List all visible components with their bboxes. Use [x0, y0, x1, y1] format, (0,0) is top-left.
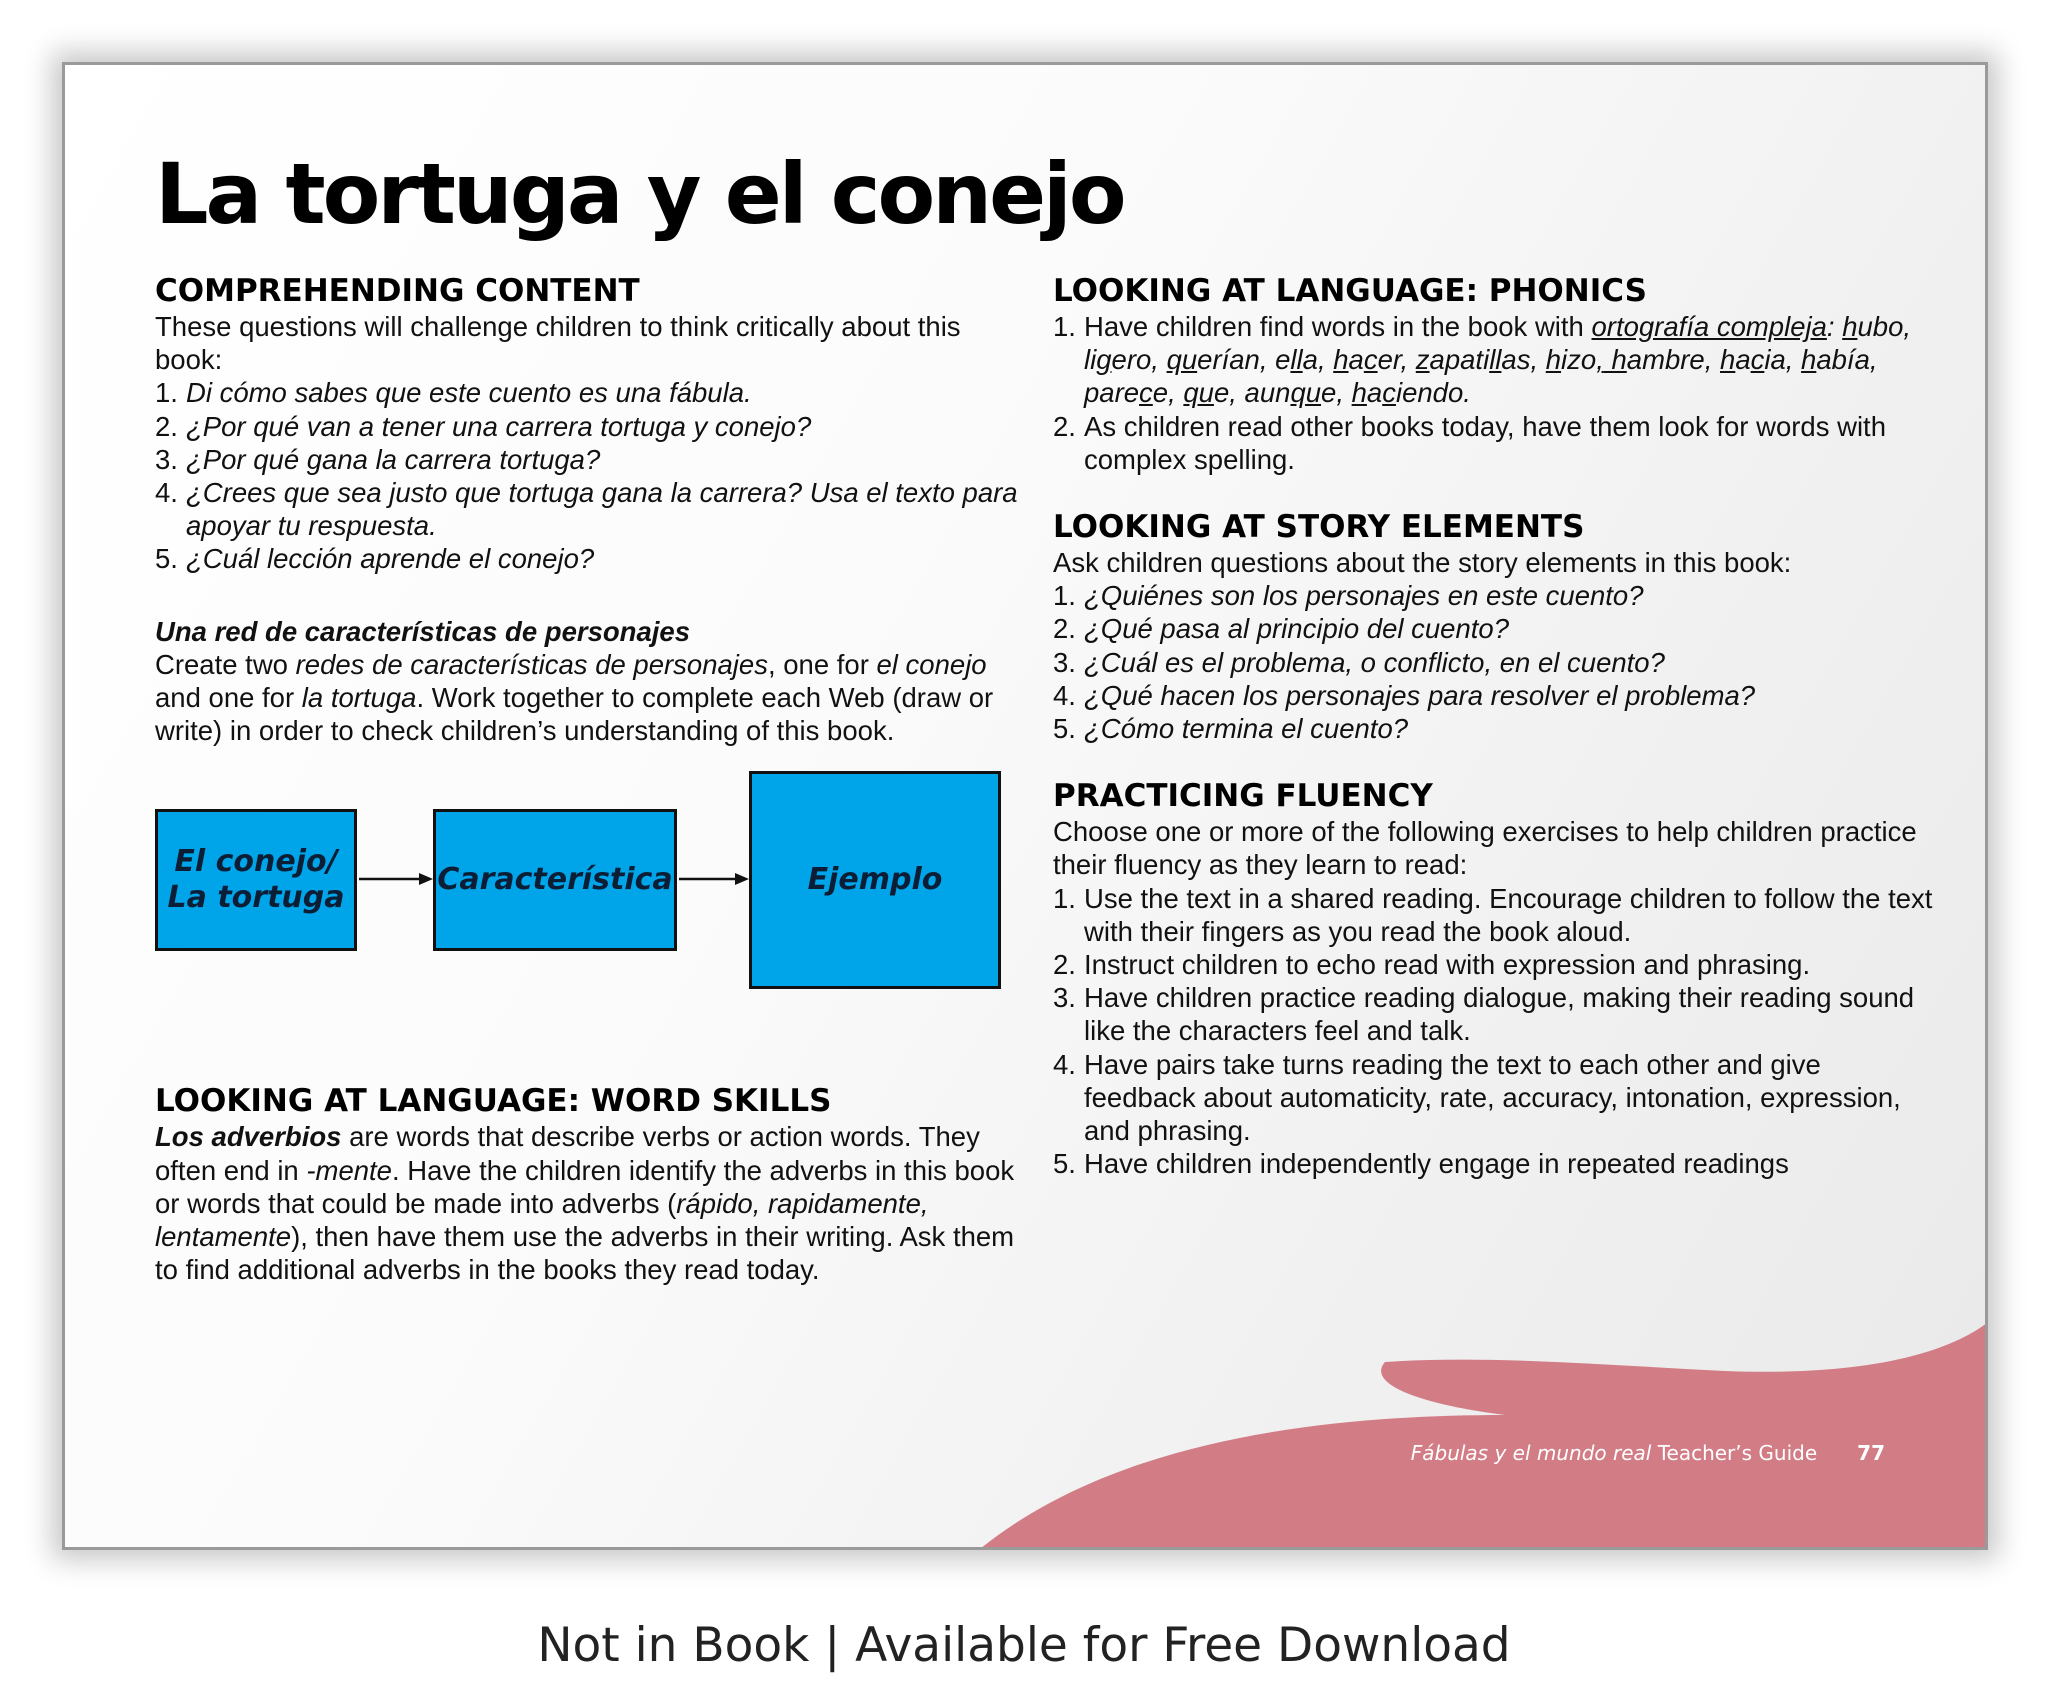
comprehending-intro: These questions will challenge children to think critically about this book:	[155, 311, 961, 376]
word-skills-section	[155, 1083, 1035, 1286]
list-item: 2. As children read other books today, have them look for words with complex spelling.	[1053, 410, 1886, 475]
right-column	[1053, 273, 1933, 1180]
comprehension-questions	[155, 376, 1035, 575]
box-characteristic: Característica	[433, 809, 677, 951]
list-item: 1. Have children find words in the book with ortografía compleja: hubo, ligero, querían, ella, hacer, zapatillas, hizo, hambre, hacia, había, parece, que, aunque, haciendo.	[1053, 311, 1912, 409]
story-questions	[1053, 579, 1933, 745]
list-item: 1. Di cómo sabes que este cuento es una fábula.	[155, 377, 752, 409]
character-web-section	[155, 615, 1035, 1002]
phonics-list	[1053, 310, 1933, 476]
list-item: 2. ¿Por qué van a tener una carrera tortuga y conejo?	[155, 410, 812, 442]
list-item: 1. ¿Quiénes son los personajes en este cuento?	[1053, 580, 1644, 612]
list-item: 4. ¿Crees que sea justo que tortuga gana la carrera? Usa el texto para apoyar tu respuesta.	[155, 477, 1018, 542]
list-item: 1. Use the text in a shared reading. Encourage children to follow the text with their fingers as you read the book aloud.	[1053, 882, 1933, 947]
character-web-heading: Una red de características de personajes	[155, 615, 690, 647]
guide-label: Teacher’s Guide	[1651, 1441, 1818, 1465]
download-caption: Not in Book | Available for Free Download	[537, 1618, 1511, 1673]
phonics-section	[1053, 273, 1933, 476]
word-skills-text: Los adverbios are words that describe verbs or action words. They often end in -mente. Have the children identify the adverbs in this book or words that could be made into adverbs (rápido, rapidamente, lentamente), then have them use the adverbs in their writing. Ask them to find additional adverbs in the books they read today.	[155, 1121, 1015, 1286]
list-item: 3. Have children practice reading dialogue, making their reading sound like the characters feel and talk.	[1053, 982, 1915, 1047]
arrow-right-icon	[357, 873, 433, 885]
fluency-section	[1053, 778, 1933, 1180]
guide-page	[62, 62, 1988, 1550]
word-skills-heading: LOOKING AT LANGUAGE: WORD SKILLS	[155, 1083, 832, 1120]
list-item: 5. ¿Cuál lección aprende el conejo?	[155, 543, 595, 575]
arrow-right-icon	[677, 873, 749, 885]
list-item: 4. Have pairs take turns reading the text to each other and give feedback about automaticity, rate, accuracy, intonation, expression, and phrasing.	[1053, 1048, 1901, 1147]
character-web-diagram	[155, 771, 1035, 1001]
list-item: 4. ¿Qué hacen los personajes para resolver el problema?	[1053, 679, 1756, 711]
box-example: Ejemplo	[749, 771, 1001, 989]
character-web-text: Create two redes de características de personajes, one for el conejo and one for la tortuga. Work together to complete each Web (draw or write) in order to check children’s understanding of this book.	[155, 648, 994, 747]
list-item: 5. Have children independently engage in repeated readings	[1053, 1148, 1789, 1180]
wave-shape	[975, 1320, 1988, 1550]
fluency-intro: Choose one or more of the following exercises to help children practice their fluency as they learn to read:	[1053, 816, 1917, 881]
book-title: Fábulas y el mundo real	[1410, 1441, 1652, 1465]
box-character: El conejo/ La tortuga	[155, 809, 357, 951]
list-item: 5. ¿Cómo termina el cuento?	[1053, 713, 1409, 745]
page-title: La tortuga y el conejo	[155, 145, 1124, 243]
story-elements-heading: LOOKING AT STORY ELEMENTS	[1053, 509, 1585, 546]
complex-spelling-words: hubo, ligero, querían, ella, hacer, zapatillas, hizo, hambre, hacia, había, parece, que, aunque, haciendo.	[1084, 311, 1912, 409]
page-number: 77	[1857, 1441, 1885, 1465]
fluency-list	[1053, 882, 1933, 1181]
page-footer	[1411, 1441, 1885, 1465]
list-item: 3. ¿Cuál es el problema, o conflicto, en el cuento?	[1053, 646, 1665, 678]
list-item: 2. Instruct children to echo read with expression and phrasing.	[1053, 949, 1811, 981]
list-item: 3. ¿Por qué gana la carrera tortuga?	[155, 443, 601, 475]
list-item: 2. ¿Qué pasa al principio del cuento?	[1053, 613, 1509, 645]
comprehending-heading: COMPREHENDING CONTENT	[155, 273, 640, 309]
story-elements-intro: Ask children questions about the story elements in this book:	[1053, 547, 1792, 579]
phonics-heading: LOOKING AT LANGUAGE: PHONICS	[1053, 273, 1647, 309]
story-elements-section	[1053, 509, 1933, 745]
left-column	[155, 273, 1035, 1286]
comprehending-section	[155, 273, 1035, 576]
fluency-heading: PRACTICING FLUENCY	[1053, 778, 1433, 815]
